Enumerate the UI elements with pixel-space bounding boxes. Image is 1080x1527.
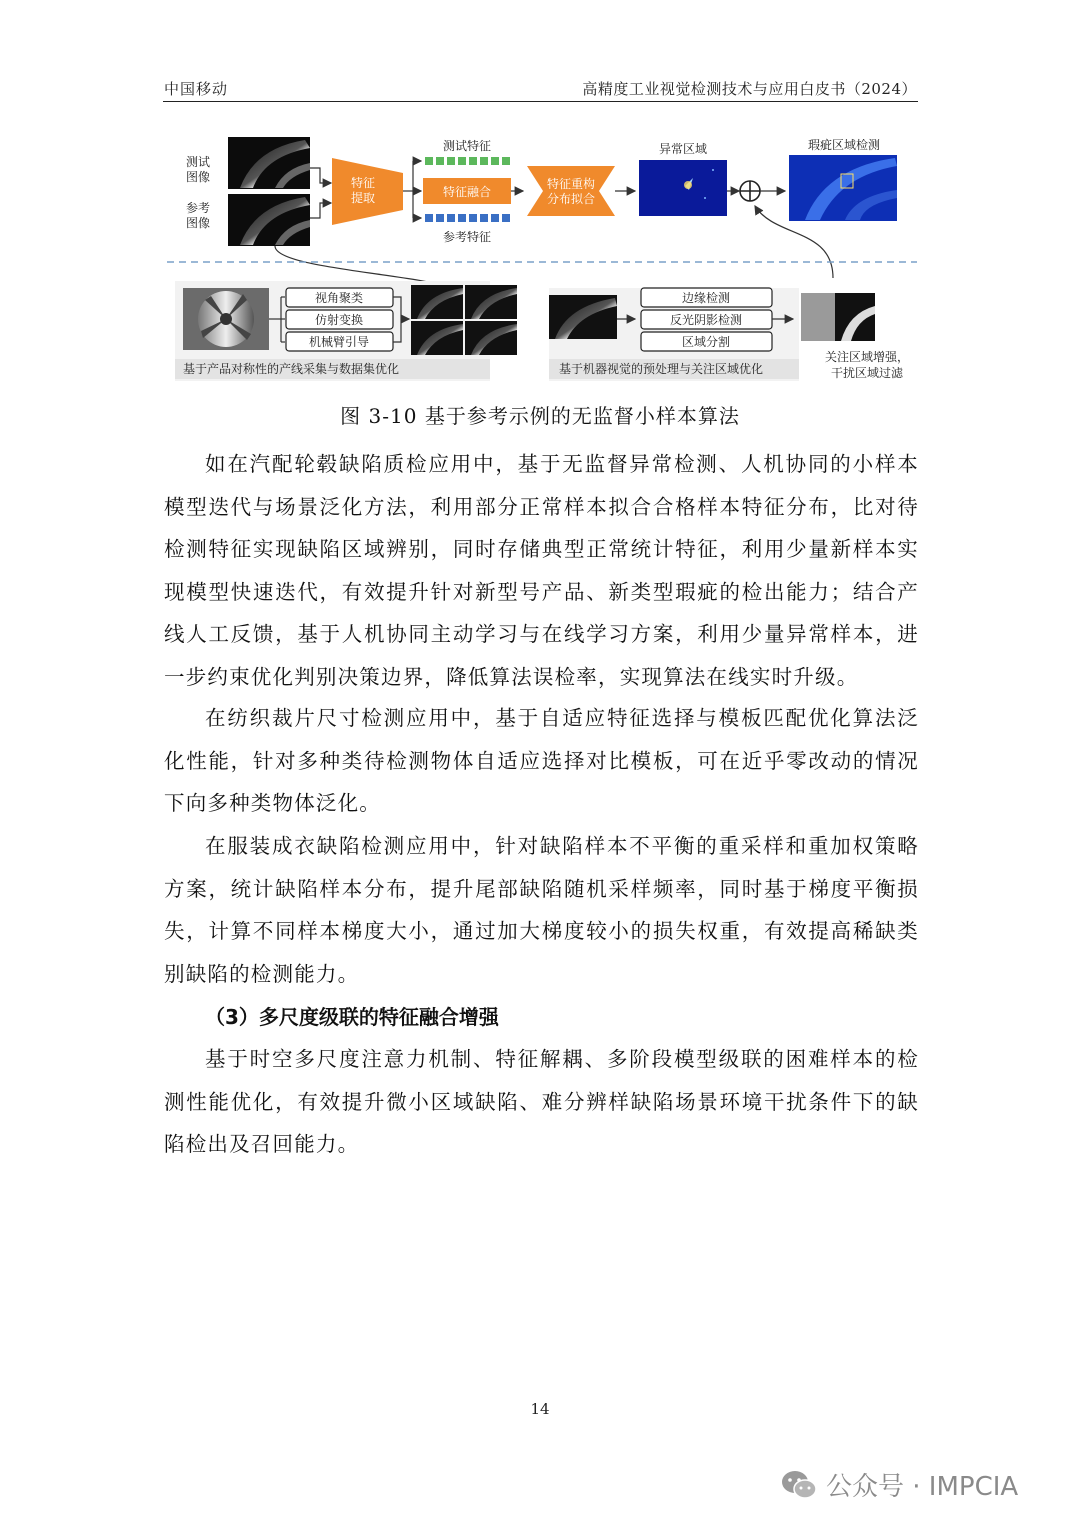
reflection-shadow-box: [641, 310, 772, 329]
svg-text:反光阴影检测: 反光阴影检测: [669, 313, 743, 327]
svg-text:提取: 提取: [350, 191, 376, 205]
feature-extract-block: [332, 158, 403, 225]
reference-features-bar: [425, 214, 510, 222]
test-image-photo: [228, 137, 310, 189]
preprocess-input-photo: [549, 295, 617, 339]
figure-caption: 图 3-10 基于参考示例的无监督小样本算法: [340, 404, 740, 428]
paragraph-3: 在服装成衣缺陷检测应用中，针对缺陷样本不平衡的重采样和重加权策略方案，统计缺陷样本分布，提升尾部缺陷随机采样频率，同时基于梯度平衡损失，计算不同样本梯度大小，通过加大梯度较小的损失权重，有效提高稀缺类别缺陷的检测能力。: [164, 834, 919, 986]
wechat-icon: [780, 1469, 818, 1501]
test-image-label-2: 图像: [185, 170, 211, 184]
watermark-text: 公众号 · IMPCIA: [826, 1472, 1019, 1502]
paragraph-2: 在纺织裁片尺寸检测应用中，基于自适应特征选择与模板匹配优化算法泛化性能，针对多种类待检测物体自适应选择对比模板，可在近乎零改动的情况下向多种类物体泛化。: [164, 706, 919, 815]
right-panel-caption: 基于机器视觉的预处理与关注区域优化: [559, 362, 764, 376]
test-image-label: 测试: [185, 155, 211, 169]
svg-text:特征融合: 特征融合: [442, 185, 492, 199]
edge-detection-box: [641, 288, 772, 307]
reference-image-photo: [228, 194, 310, 246]
combine-operator-icon: [740, 181, 760, 201]
watermark: [780, 1466, 1018, 1503]
focus-result-label: 关注区域增强，: [824, 350, 910, 364]
svg-text:特征: 特征: [350, 176, 376, 190]
defect-detection-image: [789, 155, 897, 221]
header-left: 中国移动: [164, 80, 229, 98]
reference-features-label: 参考特征: [442, 230, 492, 244]
paragraph-4: 基于时空多尺度注意力机制、特征解耦、多阶段模型级联的困难样本的检测性能优化，有效提升微小区域缺陷、难分辨样缺陷场景环境干扰条件下的缺陷检出及召回能力。: [164, 1047, 919, 1156]
focus-result-label-2: 干扰区域过滤: [830, 366, 904, 380]
anomaly-region-label: 异常区域: [658, 142, 708, 156]
defect-detection-label: 瑕疵区域检测: [807, 138, 881, 152]
test-features-label: 测试特征: [442, 139, 492, 153]
wheel-photo: [183, 288, 269, 350]
page-number: 14: [530, 1400, 550, 1418]
svg-text:仿射变换: 仿射变换: [314, 313, 364, 327]
svg-text:边缘检测: 边缘检测: [681, 291, 731, 305]
svg-text:特征重构: 特征重构: [546, 177, 596, 191]
reference-image-label-2: 图像: [185, 216, 211, 230]
feature-fusion-block: [423, 178, 511, 204]
anomaly-region-image: [639, 160, 727, 216]
reference-image-label: 参考: [185, 201, 211, 215]
left-panel-caption: 基于产品对称性的产线采集与数据集优化: [183, 362, 400, 376]
header-rule: [163, 101, 918, 102]
svg-text:分布拟合: 分布拟合: [546, 192, 596, 206]
feature-recon-block: [527, 166, 615, 216]
focus-result-photo: [801, 293, 875, 341]
svg-text:区域分割: 区域分割: [681, 335, 731, 349]
test-features-bar: [425, 157, 510, 165]
view-cluster-box: [286, 288, 393, 307]
robot-arm-guide-box: [286, 332, 393, 351]
affine-transform-box: [286, 310, 393, 329]
header-right: 高精度工业视觉检测技术与应用白皮书（2024）: [582, 80, 917, 98]
svg-text:机械臂引导: 机械臂引导: [308, 335, 370, 349]
region-segment-box: [641, 332, 772, 351]
svg-text:视角聚类: 视角聚类: [314, 291, 364, 305]
paragraph-1: 如在汽配轮毂缺陷质检应用中，基于无监督异常检测、人机协同的小样本模型迭代与场景泛化方法，利用部分正常样本拟合合格样本特征分布，比对待检测特征实现缺陷区域辨别，同时存储典型正常统计特征，利用少量新样本实现模型快速迭代，有效提升针对新型号产品、新类型瑕疵的检出能力；结合产线人工反馈，基于人机协同主动学习与在线学习方案，利用少量异常样本，进一步约束优化判别决策边界，降低算法误检率，实现算法在线实时升级。: [164, 452, 919, 689]
algorithm-figure: [165, 128, 919, 390]
section-subheading: （3）多尺度级联的特征融合增强: [205, 1005, 499, 1029]
